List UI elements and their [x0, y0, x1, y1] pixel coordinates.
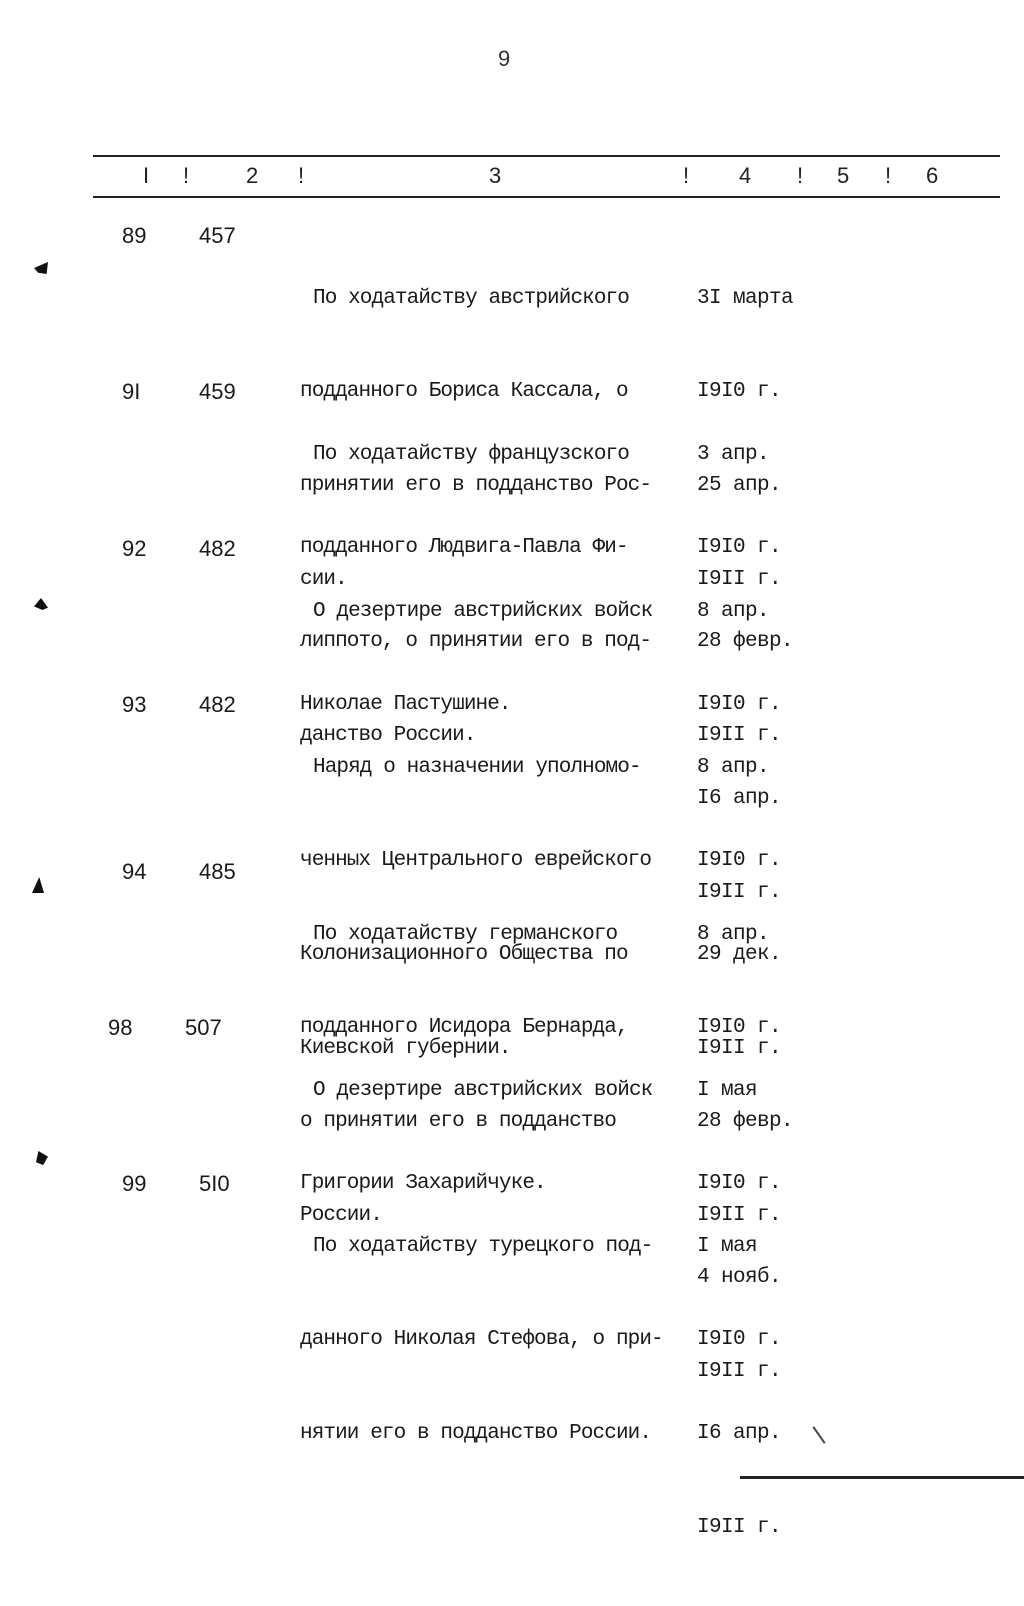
date-line: 8 апр. — [697, 599, 770, 623]
date-line: 25 апр. — [697, 474, 782, 498]
date-line: I9I0 г. — [697, 1328, 782, 1352]
header-bottom-rule — [93, 196, 1000, 198]
header-separator: ! — [683, 163, 690, 188]
header-top-rule — [93, 155, 1000, 157]
date-line: 3 апр. — [697, 442, 770, 466]
date-line: 4 нояб. — [697, 1266, 782, 1290]
item-number: 89 — [122, 223, 147, 248]
page-number: 9 — [498, 46, 511, 71]
title-line: подданного Людвига-Павла Фи- — [300, 536, 628, 560]
title-line: По ходатайству французского — [313, 442, 629, 466]
header-col-1: I — [143, 163, 150, 188]
title-line: ченных Центрального еврейского — [300, 849, 652, 873]
date-line: I9II г. — [697, 1360, 782, 1384]
date-line: I9II г. — [697, 1037, 782, 1061]
item-number: 99 — [122, 1171, 147, 1196]
title-line: России. — [300, 1204, 382, 1228]
date-line: I9II г. — [697, 724, 782, 748]
title-line: подданного Исидора Бернарда, — [300, 1016, 628, 1040]
item-title — [300, 1168, 700, 1512]
date-line: I9I0 г. — [697, 849, 782, 873]
file-number: 482 — [199, 536, 236, 561]
header-separator: ! — [885, 163, 892, 188]
title-line: Григории Захарийчуке. — [300, 1172, 546, 1196]
date-line: 8 апр. — [697, 922, 770, 946]
date-line: I6 апр. — [697, 1422, 782, 1446]
header-separator: ! — [298, 163, 305, 188]
date-line: I9I0 г. — [697, 536, 782, 560]
date-line: 28 февр. — [697, 630, 794, 654]
date-line: I9II г. — [697, 1204, 782, 1228]
title-line: подданного Бориса Кассала, о — [300, 380, 628, 404]
binding-hole-mark — [32, 877, 44, 893]
title-line: По ходатайству германского — [313, 922, 618, 946]
title-line: По ходатайству австрийского — [313, 286, 629, 310]
date-line: I6 апр. — [697, 787, 782, 811]
title-line: о принятии его в подданство — [300, 1110, 616, 1134]
title-line: Киевской губернии. — [300, 1037, 511, 1061]
date-line: I мая — [697, 1234, 758, 1258]
date-line: I9I0 г. — [697, 693, 782, 717]
header-col-3: 3 — [489, 163, 502, 188]
file-number: 5I0 — [199, 1171, 230, 1196]
header-col-2: 2 — [246, 163, 259, 188]
title-line: нятии его в подданство России. — [300, 1422, 652, 1446]
header-col-6: 6 — [926, 163, 939, 188]
title-line: Николае Пастушине. — [300, 693, 511, 717]
date-line: 3I марта — [697, 286, 794, 310]
header-col-4: 4 — [739, 163, 752, 188]
date-line: I9I0 г. — [697, 380, 782, 404]
file-number: 485 — [199, 859, 236, 884]
item-number: 94 — [122, 859, 147, 884]
binding-hole-mark — [34, 262, 48, 274]
date-line: I9II г. — [697, 881, 782, 905]
item-number: 92 — [122, 536, 147, 561]
title-line: данного Николая Стефова, о при- — [300, 1328, 663, 1352]
item-number: 98 — [108, 1015, 133, 1040]
title-line: Колонизационного Общества по — [300, 943, 628, 967]
file-number: 507 — [185, 1015, 222, 1040]
date-line: I9II г. — [697, 1516, 782, 1540]
date-line: 28 февр. — [697, 1110, 794, 1134]
file-number: 482 — [199, 692, 236, 717]
date-line: 8 апр. — [697, 755, 770, 779]
item-number: 9I — [122, 379, 141, 404]
title-line: липпото, о принятии его в под- — [300, 630, 652, 654]
title-line: О дезертире австрийских войск — [313, 599, 653, 623]
file-number: 459 — [199, 379, 236, 404]
title-line: данство России. — [300, 724, 476, 748]
header-col-5: 5 — [837, 163, 850, 188]
title-line: принятии его в подданство Рос- — [300, 474, 652, 498]
date-line: 29 дек. — [697, 943, 782, 967]
header-separator: ! — [797, 163, 804, 188]
title-line: О дезертире австрийских войск — [313, 1078, 653, 1102]
item-dates — [697, 1168, 793, 1606]
pen-stroke-mark — [812, 1426, 825, 1444]
date-line: I мая — [697, 1078, 758, 1102]
date-line: I9I0 г. — [697, 1172, 782, 1196]
item-number: 93 — [122, 692, 147, 717]
file-number: 457 — [199, 223, 236, 248]
binding-hole-mark — [36, 1151, 48, 1165]
date-line: I9II г. — [697, 568, 782, 592]
header-separator: ! — [183, 163, 190, 188]
date-line: I9I0 г. — [697, 1016, 782, 1040]
title-line: По ходатайству турецкого под- — [313, 1234, 653, 1258]
binding-hole-mark — [34, 598, 48, 610]
title-line: сии. — [300, 568, 347, 592]
title-line: Наряд о назначении уполномо- — [313, 755, 641, 779]
